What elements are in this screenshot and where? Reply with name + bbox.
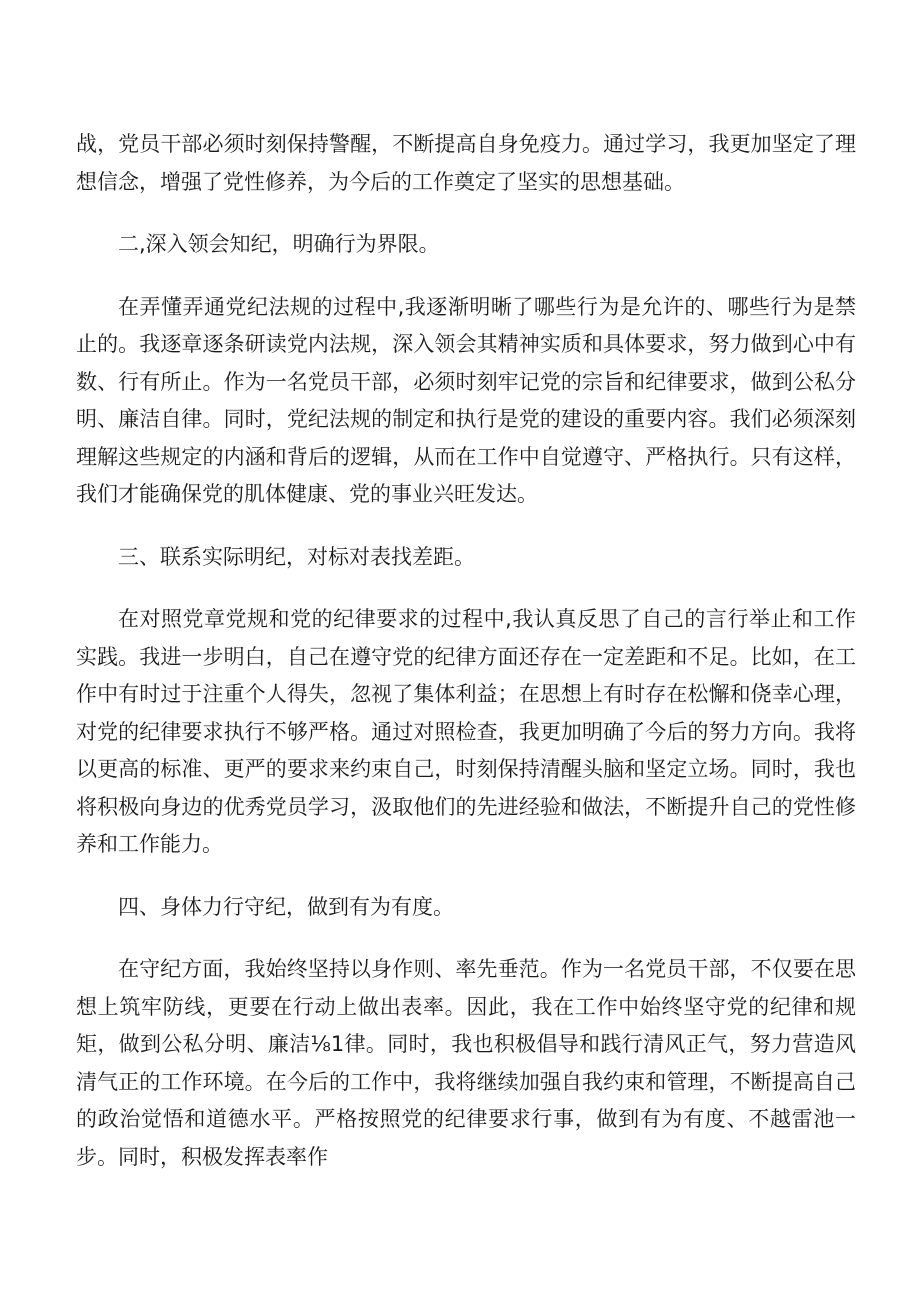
section-heading-4: 四、身体力行守纪，做到有为有度。 [118, 894, 454, 919]
paragraph-section-3: 在对照党章党规和党的纪律要求的过程中,我认真反思了自己的言行举止和工作实践。我进一步明白，自己在遵守党的纪律方面还存在一定差距和不足。比如，在工作中有时过于注重个人得失，忽视了集体利益；在思想上有时存在松懈和侥幸心理，对党的纪律要求执行不够严格。通过对照检查，我更加明确了今后的努力方向。我将以更高的标准、更严的要求来约束自己，时刻保持清醒头脑和坚定立场。同时，我也将积极向身边的优秀党员学习，汲取他们的先进经验和做法，不断提升自己的党性修养和工作能力。 [76, 607, 856, 856]
section-heading-3: 三、联系实际明纪，对标对表找差距。 [118, 544, 475, 569]
paragraph-continuation: 战，党员干部必须时刻保持警醒，不断提高自身免疫力。通过学习，我更加坚定了理想信念，增强了党性修养，为今后的工作奠定了坚实的思想基础。 [76, 132, 856, 194]
document-body [76, 126, 856, 1176]
section-heading-2: 二,深入领会知纪，明确行为界限。 [118, 232, 440, 256]
paragraph-section-4: 在守纪方面，我始终坚持以身作则、率先垂范。作为一名党员干部，不仅要在思想上筑牢防线，更要在行动上做出表率。因此，我在工作中始终坚守党的纪律和规矩，做到公私分明、廉洁⅛1律。同时，我也积极倡导和践行清风正气，努力营造风清气正的工作环境。在今后的工作中，我将继续加强自我约束和管理，不断提高自己的政治觉悟和道德水平。严格按照党的纪律要求行事，做到有为有度、不越雷池一步。同时，积极发挥表率作 [76, 957, 856, 1169]
paragraph-section-2: 在弄懂弄通党纪法规的过程中,我逐渐明晰了哪些行为是允许的、哪些行为是禁止的。我逐章逐条研读党内法规，深入领会其精神实质和具体要求，努力做到心中有数、行有所止。作为一名党员干部，必须时刻牢记党的宗旨和纪律要求，做到公私分明、廉洁自律。同时，党纪法规的制定和执行是党的建设的重要内容。我们必须深刻理解这些规定的内涵和背后的逻辑，从而在工作中自觉遵守、严格执行。只有这样，我们才能确保党的肌体健康、党的事业兴旺发达。 [76, 294, 856, 506]
